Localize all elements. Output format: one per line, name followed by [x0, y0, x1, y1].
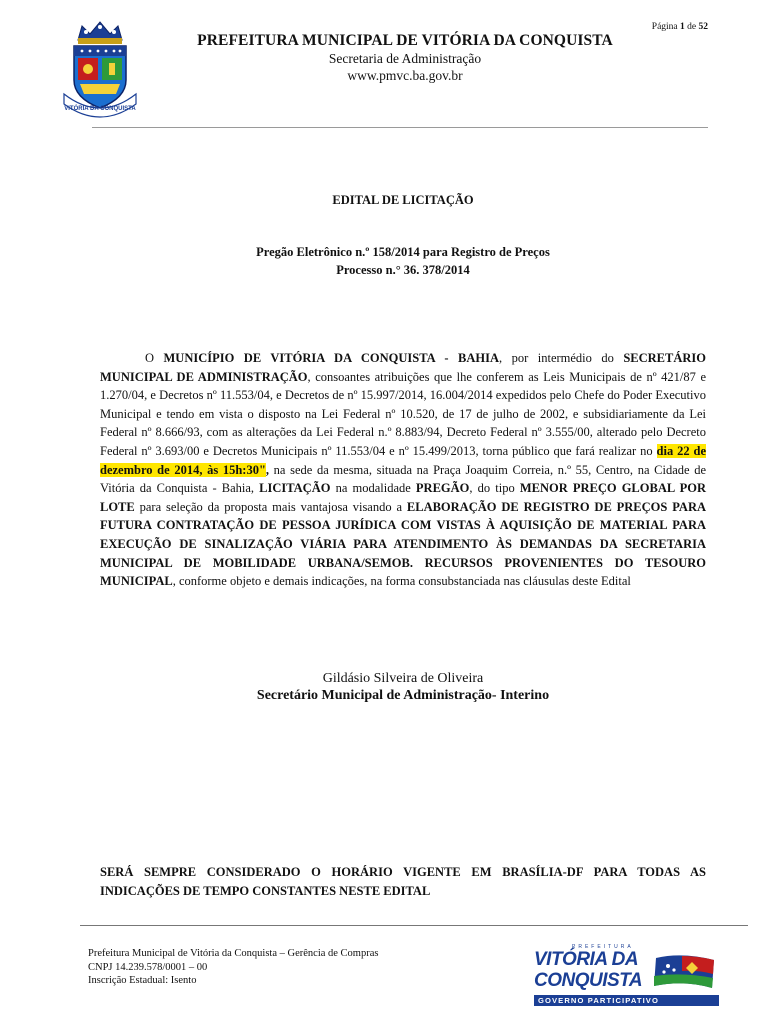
org-name: PREFEITURA MUNICIPAL DE VITÓRIA DA CONQUISTA [197, 32, 613, 49]
body-paragraph: O MUNICÍPIO DE VITÓRIA DA CONQUISTA - BAHIA, por intermédio do SECRETÁRIO MUNICIPAL DE ADMINISTRAÇÃO, consoantes atribuições que lhe conferem as Leis Municipais de nº 421/87 e 1.270/04, e Decretos nº 11.553/04, e Decretos de nº 15.997/2014, 16.004/2014 expedidos pelo Chefe do Poder Executivo Municipal e tendo em vista o disposto na Lei Federal nº 10.520, de 17 de julho de 2002, e subsidiariamente da Lei Federal nº 8.666/93, com as alterações da Lei Federal n.º 8.883/94, Decreto Federal nº 3.555/00, alterado pelo Decreto Federal nº 3.693/00 e Decretos Municipais nº 11.553/04 e nº 15.499/2013, torna público que fará realizar no dia 22 de dezembro de 2014, às 15h:30", na sede da mesma, situada na Praça Joaquim Correia, n.º 55, Centro, na Cidade de Vitória da Conquista - Bahia, LICITAÇÃO na modalidade PREGÃO, do tipo MENOR PREÇO GLOBAL POR LOTE para seleção da proposta mais vantajosa visando a ELABORAÇÃO DE REGISTRO DE PREÇOS PARA FUTURA CONTRATAÇÃO DE PESSOA JURÍDICA COM VISTAS À AQUISIÇÃO DE MATERIAL PARA EXECUÇÃO DE SINALIZAÇÃO VIÁRIA PARA ATENDIMENTO ÀS DEMANDAS DA SECRETARIA MUNICIPAL DE MOBILIDADE URBANA/SEMOB. RECURSOS PROVENIENTES DO TESOURO MUNICIPAL, conforme objeto e demais indicações, na forma consubstanciada nas cláusulas deste Edital [100, 351, 706, 589]
header-divider [92, 127, 708, 128]
logo-brand-line-2: CONQUISTA [534, 970, 643, 991]
footer-info [88, 947, 378, 988]
time-notice: SERÁ SEMPRE CONSIDERADO O HORÁRIO VIGENTE EM BRASÍLIA-DF PARA TODAS AS INDICAÇÕES DE TEMPO CONSTANTES NESTE EDITAL [100, 865, 706, 898]
page-total: 52 [698, 22, 708, 32]
vitoria-da-conquista-logo [534, 944, 719, 1010]
logo-brand-text [534, 949, 642, 991]
website-url: www.pmvc.ba.gov.br [347, 68, 463, 83]
coat-of-arms-logo [60, 18, 140, 118]
page-current: 1 [680, 22, 685, 32]
logo-brand-line-1: VITÓRIA DA [534, 949, 639, 970]
highlighted-date: dia 22 de dezembro de 2014, às 15h:30" [100, 443, 706, 477]
signer-name: Gildásio Silveira de Oliveira [322, 671, 484, 686]
footer-divider [80, 925, 748, 926]
department-name: Secretaria de Administração [328, 51, 482, 66]
page-label: Página [651, 22, 678, 32]
processo-number: Processo n.° 36. 378/2014 [336, 263, 470, 277]
crest-ribbon-text: VITÓRIA DA CONQUISTA [64, 106, 136, 112]
logo-prefeitura-text: PREFEITURA [572, 944, 634, 950]
page-number [652, 22, 708, 32]
flag-icon [652, 952, 718, 994]
footer-line-1: Prefeitura Municipal de Vitória da Conquista – Gerência de Compras [88, 948, 379, 959]
footer-line-3: Inscrição Estadual: Isento [88, 975, 197, 986]
pregao-number: Pregão Eletrônico n.º 158/2014 para Registro de Preços [256, 245, 550, 259]
logo-tagline: GOVERNO PARTICIPATIVO [534, 995, 719, 1006]
document-title: EDITAL DE LICITAÇÃO [332, 193, 474, 207]
footer-line-2: CNPJ 14.239.578/0001 – 00 [88, 961, 208, 973]
signer-role: Secretário Municipal de Administração- Interino [256, 688, 550, 703]
page-sep: de [687, 22, 697, 32]
